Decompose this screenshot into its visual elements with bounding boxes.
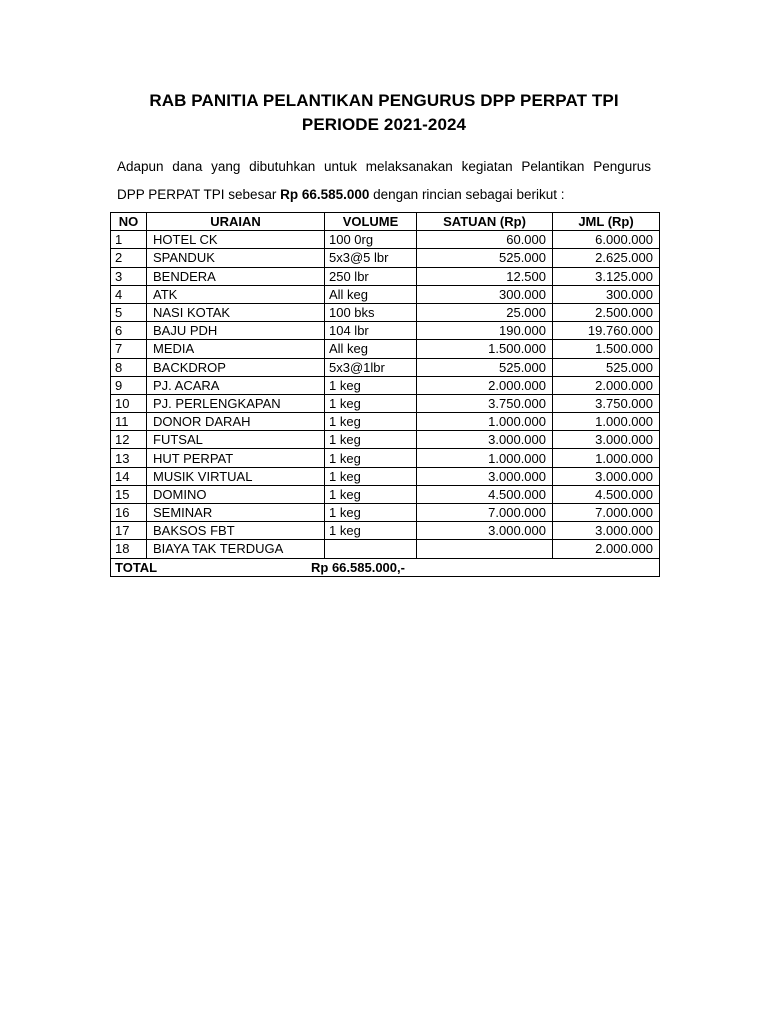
cell-volume: 1 keg [325,431,417,449]
cell-volume: 1 keg [325,376,417,394]
table-row [111,376,660,394]
cell-jml: 2.500.000 [553,303,660,321]
cell-volume: 250 lbr [325,267,417,285]
table-row [111,285,660,303]
cell-satuan: 60.000 [417,231,553,249]
cell-satuan: 3.750.000 [417,394,553,412]
cell-uraian: BAKSOS FBT [147,522,325,540]
cell-volume: 104 lbr [325,322,417,340]
cell-satuan: 3.000.000 [417,522,553,540]
budget-table [110,212,660,577]
cell-jml: 3.000.000 [553,431,660,449]
total-value: Rp 66.585.000,- [311,559,405,575]
table-row [111,431,660,449]
cell-uraian: BENDERA [147,267,325,285]
cell-uraian: HUT PERPAT [147,449,325,467]
cell-no: 4 [111,285,147,303]
cell-no: 7 [111,340,147,358]
table-row [111,303,660,321]
cell-no: 1 [111,231,147,249]
cell-uraian: SPANDUK [147,249,325,267]
cell-satuan: 1.500.000 [417,340,553,358]
cell-jml: 19.760.000 [553,322,660,340]
cell-uraian: DONOR DARAH [147,413,325,431]
cell-no: 13 [111,449,147,467]
table-row [111,449,660,467]
intro-amount: Rp 66.585.000 [280,187,370,202]
table-row [111,485,660,503]
cell-no: 16 [111,504,147,522]
cell-volume: 1 keg [325,413,417,431]
table-row [111,358,660,376]
cell-volume: 5x3@1lbr [325,358,417,376]
cell-uraian: NASI KOTAK [147,303,325,321]
cell-volume: 5x3@5 lbr [325,249,417,267]
intro-paragraph-line2 [117,186,651,204]
cell-jml: 2.000.000 [553,376,660,394]
intro-prefix: DPP PERPAT TPI sebesar [117,187,281,202]
header-uraian: URAIAN [147,213,325,231]
cell-volume: 1 keg [325,449,417,467]
header-jml: JML (Rp) [553,213,660,231]
cell-no: 9 [111,376,147,394]
cell-volume: 100 0rg [325,231,417,249]
cell-satuan: 3.000.000 [417,467,553,485]
table-row [111,267,660,285]
cell-no: 8 [111,358,147,376]
document-title: RAB PANITIA PELANTIKAN PENGURUS DPP PERPAT TPI [149,91,619,110]
cell-no: 3 [111,267,147,285]
cell-jml: 525.000 [553,358,660,376]
cell-uraian: DOMINO [147,485,325,503]
cell-volume: 1 keg [325,504,417,522]
cell-volume: 1 keg [325,467,417,485]
cell-satuan: 7.000.000 [417,504,553,522]
total-row [111,558,660,576]
cell-jml: 2.000.000 [553,540,660,558]
total-label: TOTAL [115,559,158,575]
cell-jml: 1.500.000 [553,340,660,358]
cell-satuan: 1.000.000 [417,413,553,431]
cell-uraian: MUSIK VIRTUAL [147,467,325,485]
table-row [111,413,660,431]
cell-satuan: 3.000.000 [417,431,553,449]
cell-volume: All keg [325,285,417,303]
cell-satuan: 25.000 [417,303,553,321]
table-row [111,522,660,540]
cell-satuan: 525.000 [417,358,553,376]
cell-no: 11 [111,413,147,431]
cell-jml: 300.000 [553,285,660,303]
intro-suffix: dengan rincian sebagai berikut : [369,187,565,202]
cell-jml: 3.750.000 [553,394,660,412]
cell-satuan [417,540,553,558]
intro-paragraph-line1: Adapun dana yang dibutuhkan untuk melaksanakan kegiatan Pelantikan Pengurus [117,159,651,174]
table-row [111,322,660,340]
cell-jml: 3.000.000 [553,522,660,540]
document-subtitle: PERIODE 2021-2024 [301,115,467,134]
cell-satuan: 12.500 [417,267,553,285]
cell-uraian: BACKDROP [147,358,325,376]
cell-no: 5 [111,303,147,321]
table-row [111,504,660,522]
cell-jml: 1.000.000 [553,449,660,467]
cell-no: 10 [111,394,147,412]
cell-uraian: ATK [147,285,325,303]
header-no: NO [111,213,147,231]
table-body [111,231,660,558]
cell-no: 15 [111,485,147,503]
cell-volume: 1 keg [325,485,417,503]
table-row [111,249,660,267]
cell-uraian: MEDIA [147,340,325,358]
cell-no: 2 [111,249,147,267]
total-cell [111,558,660,576]
cell-satuan: 2.000.000 [417,376,553,394]
cell-volume: All keg [325,340,417,358]
cell-jml: 7.000.000 [553,504,660,522]
table-row [111,231,660,249]
cell-jml: 4.500.000 [553,485,660,503]
header-satuan: SATUAN (Rp) [417,213,553,231]
cell-no: 14 [111,467,147,485]
table-row [111,340,660,358]
table-row [111,394,660,412]
cell-satuan: 4.500.000 [417,485,553,503]
cell-jml: 1.000.000 [553,413,660,431]
cell-no: 6 [111,322,147,340]
cell-satuan: 190.000 [417,322,553,340]
header-volume: VOLUME [325,213,417,231]
cell-volume [325,540,417,558]
cell-uraian: PJ. PERLENGKAPAN [147,394,325,412]
cell-volume: 1 keg [325,394,417,412]
cell-uraian: HOTEL CK [147,231,325,249]
cell-uraian: SEMINAR [147,504,325,522]
cell-uraian: BAJU PDH [147,322,325,340]
cell-no: 17 [111,522,147,540]
cell-no: 12 [111,431,147,449]
cell-satuan: 525.000 [417,249,553,267]
cell-no: 18 [111,540,147,558]
cell-jml: 6.000.000 [553,231,660,249]
cell-satuan: 1.000.000 [417,449,553,467]
cell-uraian: PJ. ACARA [147,376,325,394]
cell-jml: 2.625.000 [553,249,660,267]
cell-jml: 3.125.000 [553,267,660,285]
cell-satuan: 300.000 [417,285,553,303]
cell-jml: 3.000.000 [553,467,660,485]
table-header-row [111,213,660,231]
table-row [111,467,660,485]
cell-uraian: FUTSAL [147,431,325,449]
cell-volume: 1 keg [325,522,417,540]
cell-volume: 100 bks [325,303,417,321]
cell-uraian: BIAYA TAK TERDUGA [147,540,325,558]
table-row [111,540,660,558]
